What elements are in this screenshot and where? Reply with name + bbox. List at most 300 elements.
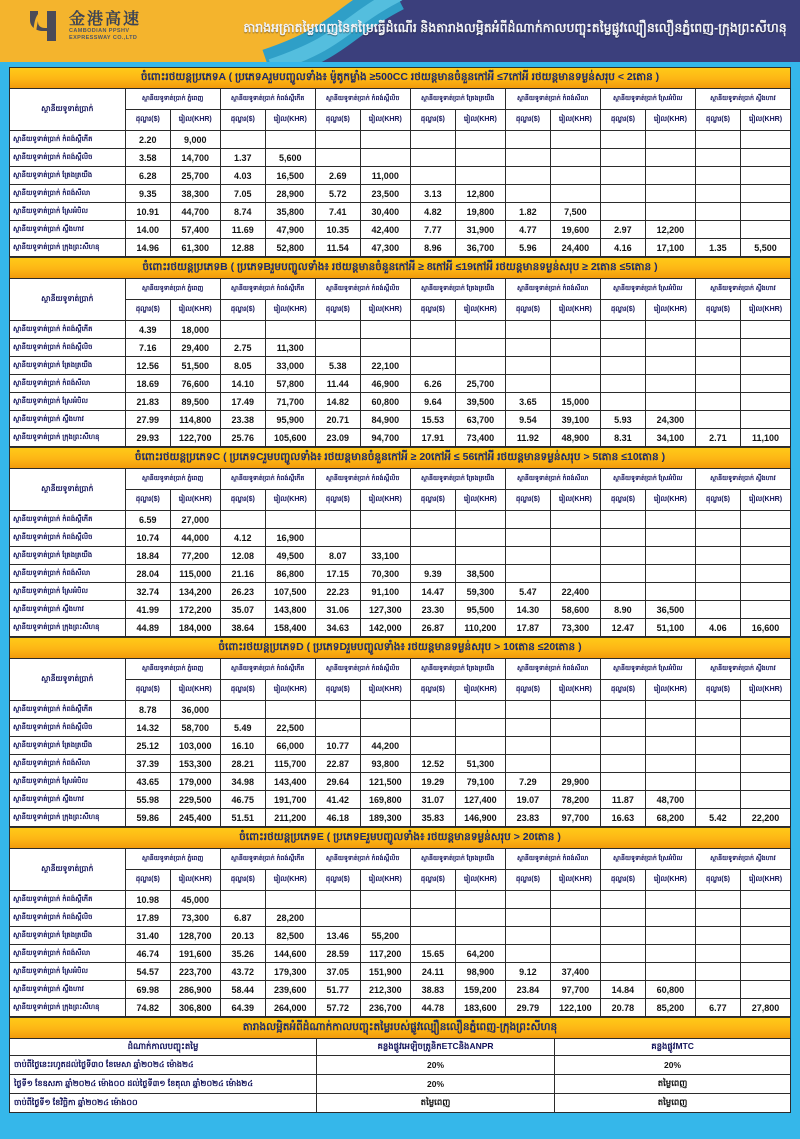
fare-cell: 84,900	[360, 411, 410, 429]
khr-header: រៀល(KHR)	[360, 300, 410, 321]
fare-cell: 35.26	[220, 945, 265, 963]
usd-header: ដុល្លារ($)	[315, 870, 360, 891]
station-column-header: ស្ថានីយទូទាត់ប្រាក់ ស្ទឹងហាវ	[695, 849, 790, 870]
fare-cell: 58,600	[551, 601, 601, 619]
fare-cell	[551, 167, 601, 185]
fare-cell: 23.30	[410, 601, 455, 619]
station-column-header: ស្ថានីយទូទាត់ប្រាក់ កំពង់សីលា	[505, 849, 600, 870]
fare-cell: 95,900	[265, 411, 315, 429]
fare-row	[10, 981, 791, 999]
fare-cell: 7,500	[551, 203, 601, 221]
fare-cell: 11,000	[360, 167, 410, 185]
usd-header: ដុល្លារ($)	[125, 870, 170, 891]
fare-cell	[741, 909, 791, 927]
usd-header: ដុល្លារ($)	[600, 110, 645, 131]
station-column-header: ស្ថានីយទូទាត់ប្រាក់ កំពង់ស្ពឺលិច	[315, 659, 410, 680]
fare-cell: 4.06	[695, 619, 740, 637]
fare-cell: 41.99	[125, 601, 170, 619]
fare-row	[10, 601, 791, 619]
fare-cell	[646, 719, 696, 737]
fare-cell	[455, 167, 505, 185]
station-column-header: ស្ថានីយទូទាត់ប្រាក់ ត្រែងត្រយឹង	[410, 849, 505, 870]
toll-table-E	[9, 848, 791, 1017]
fare-cell: 28.59	[315, 945, 360, 963]
fare-cell: 58.44	[220, 981, 265, 999]
fare-row	[10, 755, 791, 773]
fare-cell	[741, 393, 791, 411]
station-row-label: ស្ថានីយទូទាត់ប្រាក់ កំពង់សីលា	[10, 945, 126, 963]
fare-cell: 77,200	[170, 547, 220, 565]
fare-cell: 31.07	[410, 791, 455, 809]
fare-cell	[265, 701, 315, 719]
fare-cell: 5.49	[220, 719, 265, 737]
khr-header: រៀល(KHR)	[646, 110, 696, 131]
fare-sections	[9, 67, 791, 1017]
fare-cell	[551, 529, 601, 547]
station-row-label: ស្ថានីយទូទាត់ប្រាក់ កំពង់ស្ពឺលិច	[10, 909, 126, 927]
fare-cell	[695, 167, 740, 185]
fare-cell: 2.20	[125, 131, 170, 149]
fare-cell: 169,800	[360, 791, 410, 809]
fare-cell: 29,400	[170, 339, 220, 357]
fare-cell	[600, 339, 645, 357]
usd-header: ដុល្លារ($)	[410, 490, 455, 511]
fare-cell: 15.65	[410, 945, 455, 963]
station-column-header: ស្ថានីយទូទាត់ប្រាក់ ត្រែងត្រយឹង	[410, 279, 505, 300]
fare-cell: 5,600	[265, 149, 315, 167]
fare-row	[10, 167, 791, 185]
fare-row	[10, 429, 791, 447]
fare-cell: 17.89	[125, 909, 170, 927]
fare-cell	[505, 755, 550, 773]
fare-cell	[741, 185, 791, 203]
fare-cell: 94,700	[360, 429, 410, 447]
fare-cell	[646, 927, 696, 945]
fare-cell	[646, 185, 696, 203]
fare-cell: 54.57	[125, 963, 170, 981]
fare-cell	[695, 529, 740, 547]
fare-cell: 17,100	[646, 239, 696, 257]
fare-cell	[455, 909, 505, 927]
fare-cell	[646, 203, 696, 221]
fare-cell	[695, 131, 740, 149]
fare-cell: 25.76	[220, 429, 265, 447]
fare-cell	[265, 891, 315, 909]
fare-cell: 34.63	[315, 619, 360, 637]
fare-cell	[315, 131, 360, 149]
station-row-label: ស្ថានីយទូទាត់ប្រាក់ ស្រែអំបិល	[10, 773, 126, 791]
fare-cell	[695, 511, 740, 529]
company-logo	[26, 8, 141, 44]
station-column-header: ស្ថានីយទូទាត់ប្រាក់ ត្រែងត្រយឹង	[410, 469, 505, 490]
fare-cell: 25,700	[455, 375, 505, 393]
fare-cell	[741, 963, 791, 981]
fare-cell: 179,300	[265, 963, 315, 981]
fare-cell: 82,500	[265, 927, 315, 945]
fare-cell	[741, 357, 791, 375]
fare-cell	[455, 357, 505, 375]
fare-cell: 286,900	[170, 981, 220, 999]
fare-cell: 7.29	[505, 773, 550, 791]
fare-row	[10, 131, 791, 149]
fare-cell: 12.88	[220, 239, 265, 257]
section-E-title: ចំពោះរថយន្តប្រភេទE ( ប្រភេទEរួមបញ្ចូលទាំង៖ រថយន្តមានទម្ងន់សរុប > 20តោន )	[9, 827, 791, 848]
fare-cell	[410, 891, 455, 909]
fare-cell	[360, 891, 410, 909]
fare-cell: 4.12	[220, 529, 265, 547]
usd-header: ដុល្លារ($)	[410, 680, 455, 701]
fare-cell: 64.39	[220, 999, 265, 1017]
fare-cell	[695, 963, 740, 981]
fare-cell: 12.52	[410, 755, 455, 773]
fare-row	[10, 203, 791, 221]
station-row-label: ស្ថានីយទូទាត់ប្រាក់ កំពង់សីលា	[10, 755, 126, 773]
station-row-label: ស្ថានីយទូទាត់ប្រាក់ ស្រែអំបិល	[10, 203, 126, 221]
fare-cell	[695, 755, 740, 773]
station-row-label: ស្ថានីយទូទាត់ប្រាក់ ស្ទឹងហាវ	[10, 981, 126, 999]
fare-cell: 36,000	[170, 701, 220, 719]
fare-cell: 11,300	[265, 339, 315, 357]
fare-row	[10, 737, 791, 755]
fare-cell: 17.15	[315, 565, 360, 583]
station-column-header: ស្ថានីយទូទាត់ប្រាក់ កំពង់ស្ពឺកើត	[220, 659, 315, 680]
fare-cell: 107,500	[265, 583, 315, 601]
fare-cell: 48,900	[551, 429, 601, 447]
fare-cell: 3.13	[410, 185, 455, 203]
usd-header: ដុល្លារ($)	[505, 870, 550, 891]
fare-cell	[741, 565, 791, 583]
fare-cell	[600, 945, 645, 963]
fare-cell	[695, 981, 740, 999]
fare-cell: 1.37	[220, 149, 265, 167]
fare-cell: 11.87	[600, 791, 645, 809]
fare-cell	[551, 357, 601, 375]
fare-cell	[600, 185, 645, 203]
fare-cell	[505, 565, 550, 583]
station-row-label: ស្ថានីយទូទាត់ប្រាក់ ក្រុងព្រះសីហនុ	[10, 619, 126, 637]
fare-cell: 143,400	[265, 773, 315, 791]
fare-cell	[551, 321, 601, 339]
fare-cell: 6.77	[695, 999, 740, 1017]
fare-cell	[315, 321, 360, 339]
fare-cell	[600, 321, 645, 339]
fare-cell	[455, 149, 505, 167]
fare-cell: 61,300	[170, 239, 220, 257]
discount-column-header: គន្លងផ្លូវអេឡិចត្រូនិកETCនិងANPR	[316, 1039, 554, 1056]
fare-cell	[741, 927, 791, 945]
usd-header: ដុល្លារ($)	[410, 110, 455, 131]
khr-header: រៀល(KHR)	[741, 300, 791, 321]
fare-cell: 25.12	[125, 737, 170, 755]
fare-cell	[646, 357, 696, 375]
fare-cell	[695, 909, 740, 927]
fare-cell	[695, 221, 740, 239]
usd-header: ដុល្លារ($)	[315, 110, 360, 131]
fare-cell: 43.72	[220, 963, 265, 981]
fare-cell	[600, 203, 645, 221]
usd-header: ដុល្លារ($)	[505, 110, 550, 131]
fare-cell: 23.84	[505, 981, 550, 999]
station-row-label: ស្ថានីយទូទាត់ប្រាក់ ត្រែងត្រយឹង	[10, 547, 126, 565]
fare-cell: 191,600	[170, 945, 220, 963]
fare-cell	[741, 719, 791, 737]
station-row-label: ស្ថានីយទូទាត់ប្រាក់ កំពង់សីលា	[10, 375, 126, 393]
fare-cell: 9.39	[410, 565, 455, 583]
fare-cell	[410, 737, 455, 755]
fare-cell: 46.18	[315, 809, 360, 827]
fare-cell	[741, 791, 791, 809]
station-column-header: ស្ថានីយទូទាត់ប្រាក់ កំពង់ស្ពឺកើត	[220, 469, 315, 490]
fare-cell: 3.58	[125, 149, 170, 167]
khr-header: រៀល(KHR)	[360, 110, 410, 131]
fare-cell	[646, 583, 696, 601]
fare-cell	[741, 411, 791, 429]
column-header-row	[10, 279, 791, 300]
khr-header: រៀល(KHR)	[170, 300, 220, 321]
fare-cell: 9.35	[125, 185, 170, 203]
fare-cell	[695, 773, 740, 791]
fare-cell: 122,700	[170, 429, 220, 447]
fare-cell: 29.64	[315, 773, 360, 791]
station-row-label: ស្ថានីយទូទាត់ប្រាក់ ក្រុងព្រះសីហនុ	[10, 809, 126, 827]
fare-cell: 8.78	[125, 701, 170, 719]
logo-english-name-line2: EXPRESSWAY CO.,LTD	[69, 34, 138, 41]
discount-column-header: ដំណាក់កាលបញ្ចុះតម្លៃ	[10, 1039, 317, 1056]
station-column-header: ស្ថានីយទូទាត់ប្រាក់ ភ្នំពេញ	[125, 659, 220, 680]
content-area	[0, 62, 800, 1113]
station-row-label: ស្ថានីយទូទាត់ប្រាក់ ត្រែងត្រយឹង	[10, 357, 126, 375]
fare-cell: 151,900	[360, 963, 410, 981]
fare-cell	[741, 981, 791, 999]
fare-cell	[551, 737, 601, 755]
fare-cell: 38,500	[455, 565, 505, 583]
fare-cell: 1.35	[695, 239, 740, 257]
station-column-header: ស្ថានីយទូទាត់ប្រាក់ ត្រែងត្រយឹង	[410, 89, 505, 110]
fare-cell	[646, 529, 696, 547]
column-header-row	[10, 89, 791, 110]
column-header-row	[10, 849, 791, 870]
station-row-label: ស្ថានីយទូទាត់ប្រាក់ ស្ទឹងហាវ	[10, 601, 126, 619]
fare-cell: 4.16	[600, 239, 645, 257]
fare-cell	[695, 149, 740, 167]
fare-cell: 189,300	[360, 809, 410, 827]
khr-header: រៀល(KHR)	[170, 870, 220, 891]
fare-cell	[410, 547, 455, 565]
usd-header: ដុល្លារ($)	[600, 300, 645, 321]
fare-cell	[646, 167, 696, 185]
fare-cell: 22,500	[265, 719, 315, 737]
fare-cell	[551, 755, 601, 773]
fare-cell: 115,700	[265, 755, 315, 773]
fare-cell: 9.64	[410, 393, 455, 411]
fare-cell: 153,300	[170, 755, 220, 773]
station-label-header: ស្ថានីយទូទាត់ប្រាក់	[10, 89, 126, 131]
fare-cell	[551, 719, 601, 737]
fare-cell	[505, 927, 550, 945]
fare-cell	[646, 945, 696, 963]
fare-cell	[410, 511, 455, 529]
fare-cell: 63,700	[455, 411, 505, 429]
usd-header: ដុល្លារ($)	[600, 490, 645, 511]
fare-cell: 37,400	[551, 963, 601, 981]
station-column-header: ស្ថានីយទូទាត់ប្រាក់ ស្រែអំបិល	[600, 89, 695, 110]
fare-cell: 229,500	[170, 791, 220, 809]
station-row-label: ស្ថានីយទូទាត់ប្រាក់ កំពង់ស្ពឺលិច	[10, 719, 126, 737]
fare-cell: 105,600	[265, 429, 315, 447]
fare-cell: 17.49	[220, 393, 265, 411]
fare-cell	[551, 185, 601, 203]
fare-cell	[741, 529, 791, 547]
fare-cell: 36,500	[646, 601, 696, 619]
discount-header-row	[10, 1039, 791, 1056]
fare-cell: 35.07	[220, 601, 265, 619]
usd-header: ដុល្លារ($)	[600, 870, 645, 891]
currency-header-row	[10, 490, 791, 511]
discount-etc-value: 20%	[316, 1056, 554, 1075]
fare-cell: 12.47	[600, 619, 645, 637]
fare-cell	[551, 131, 601, 149]
fare-cell: 95,500	[455, 601, 505, 619]
khr-header: រៀល(KHR)	[551, 300, 601, 321]
fare-cell	[360, 339, 410, 357]
fare-cell: 22.87	[315, 755, 360, 773]
fare-cell: 10.35	[315, 221, 360, 239]
fare-cell: 110,200	[455, 619, 505, 637]
toll-table-D	[9, 658, 791, 827]
station-row-label: ស្ថានីយទូទាត់ប្រាក់ កំពង់ស្ពឺកើត	[10, 891, 126, 909]
fare-cell	[600, 167, 645, 185]
fare-cell: 39,500	[455, 393, 505, 411]
khr-header: រៀល(KHR)	[551, 680, 601, 701]
fare-cell	[741, 149, 791, 167]
station-row-label: ស្ថានីយទូទាត់ប្រាក់ កំពង់ស្ពឺកើត	[10, 701, 126, 719]
fare-cell: 5.96	[505, 239, 550, 257]
toll-table-A	[9, 88, 791, 257]
fare-cell: 4.03	[220, 167, 265, 185]
fare-cell	[695, 357, 740, 375]
fare-cell: 38.64	[220, 619, 265, 637]
fare-cell	[410, 131, 455, 149]
fare-cell: 11.54	[315, 239, 360, 257]
fare-row	[10, 927, 791, 945]
fare-cell	[360, 701, 410, 719]
fare-cell: 98,900	[455, 963, 505, 981]
fare-cell	[265, 131, 315, 149]
fare-cell: 10.77	[315, 737, 360, 755]
fare-cell	[505, 529, 550, 547]
khr-header: រៀល(KHR)	[741, 110, 791, 131]
fare-cell: 51,300	[455, 755, 505, 773]
fare-cell: 23.09	[315, 429, 360, 447]
station-column-header: ស្ថានីយទូទាត់ប្រាក់ កំពង់ស្ពឺកើត	[220, 89, 315, 110]
fare-cell	[741, 511, 791, 529]
fare-cell: 114,800	[170, 411, 220, 429]
khr-header: រៀល(KHR)	[265, 490, 315, 511]
usd-header: ដុល្លារ($)	[505, 490, 550, 511]
station-column-header: ស្ថានីយទូទាត់ប្រាក់ ស្ទឹងហាវ	[695, 469, 790, 490]
khr-header: រៀល(KHR)	[551, 870, 601, 891]
fare-cell: 93,800	[360, 755, 410, 773]
fare-cell: 11,100	[741, 429, 791, 447]
fare-cell: 39,100	[551, 411, 601, 429]
fare-cell	[220, 701, 265, 719]
usd-header: ដុល្លារ($)	[315, 300, 360, 321]
fare-cell	[600, 357, 645, 375]
fare-cell	[505, 719, 550, 737]
fare-cell: 14.30	[505, 601, 550, 619]
fare-cell	[505, 511, 550, 529]
discount-etc-value: 20%	[316, 1075, 554, 1094]
fare-cell: 17.91	[410, 429, 455, 447]
fare-cell: 236,700	[360, 999, 410, 1017]
fare-cell: 71,700	[265, 393, 315, 411]
fare-cell: 64,200	[455, 945, 505, 963]
fare-cell	[505, 131, 550, 149]
fare-row	[10, 565, 791, 583]
khr-header: រៀល(KHR)	[741, 490, 791, 511]
fare-cell: 28.04	[125, 565, 170, 583]
station-column-header: ស្ថានីយទូទាត់ប្រាក់ ស្ទឹងហាវ	[695, 89, 790, 110]
fare-cell: 42,400	[360, 221, 410, 239]
fare-cell: 8.05	[220, 357, 265, 375]
fare-cell	[455, 891, 505, 909]
fare-cell: 74.82	[125, 999, 170, 1017]
fare-cell: 29.79	[505, 999, 550, 1017]
fare-cell: 58,700	[170, 719, 220, 737]
fare-cell: 33,100	[360, 547, 410, 565]
station-row-label: ស្ថានីយទូទាត់ប្រាក់ ស្ទឹងហាវ	[10, 411, 126, 429]
fare-cell	[315, 529, 360, 547]
fare-cell: 191,700	[265, 791, 315, 809]
fare-cell: 57,800	[265, 375, 315, 393]
fare-row	[10, 185, 791, 203]
fare-cell	[455, 511, 505, 529]
fare-row	[10, 529, 791, 547]
khr-header: រៀល(KHR)	[265, 870, 315, 891]
fare-cell: 22,100	[360, 357, 410, 375]
station-row-label: ស្ថានីយទូទាត់ប្រាក់ កំពង់ស្ពឺកើត	[10, 321, 126, 339]
fare-cell: 43.65	[125, 773, 170, 791]
usd-header: ដុល្លារ($)	[220, 490, 265, 511]
fare-cell	[410, 357, 455, 375]
fare-cell: 5.72	[315, 185, 360, 203]
discount-title: តារាងលម្អិតអំពីដំណាក់កាលបញ្ចុះតម្លៃរបស់ផ្លូវល្បឿនលឿនភ្នំពេញ-ក្រុងព្រះសីហនុ	[9, 1017, 791, 1038]
fare-cell: 38.83	[410, 981, 455, 999]
station-label-header: ស្ថានីយទូទាត់ប្រាក់	[10, 279, 126, 321]
fare-cell: 73,300	[551, 619, 601, 637]
fare-cell: 184,000	[170, 619, 220, 637]
station-row-label: ស្ថានីយទូទាត់ប្រាក់ ក្រុងព្រះសីហនុ	[10, 429, 126, 447]
fare-row	[10, 773, 791, 791]
station-row-label: ស្ថានីយទូទាត់ប្រាក់ ត្រែងត្រយឹង	[10, 737, 126, 755]
fare-cell: 41.42	[315, 791, 360, 809]
fare-cell	[741, 755, 791, 773]
fare-cell	[695, 583, 740, 601]
fare-cell	[741, 167, 791, 185]
fare-cell: 14.96	[125, 239, 170, 257]
fare-cell: 46.75	[220, 791, 265, 809]
fare-cell: 60,800	[646, 981, 696, 999]
discount-phase-label: ចាប់ពីថ្ងៃនេះរហូតដល់ថ្ងៃទី៣០ ខែមេសា ឆ្នាំ២០២៤ ម៉ោង២៤	[10, 1056, 317, 1075]
discount-phase-label: ថ្ងៃទី១ ខែឧសភា ឆ្នាំ២០២៤ ម៉ោង០០ ដល់ថ្ងៃទី៣១ ខែតុលា ឆ្នាំ២០២៤ ម៉ោង២៤	[10, 1075, 317, 1094]
fare-cell: 86,800	[265, 565, 315, 583]
fare-cell: 52,800	[265, 239, 315, 257]
fare-cell: 22.23	[315, 583, 360, 601]
khr-header: រៀល(KHR)	[646, 870, 696, 891]
fare-cell	[646, 131, 696, 149]
fare-cell: 31,900	[455, 221, 505, 239]
fare-cell: 159,200	[455, 981, 505, 999]
